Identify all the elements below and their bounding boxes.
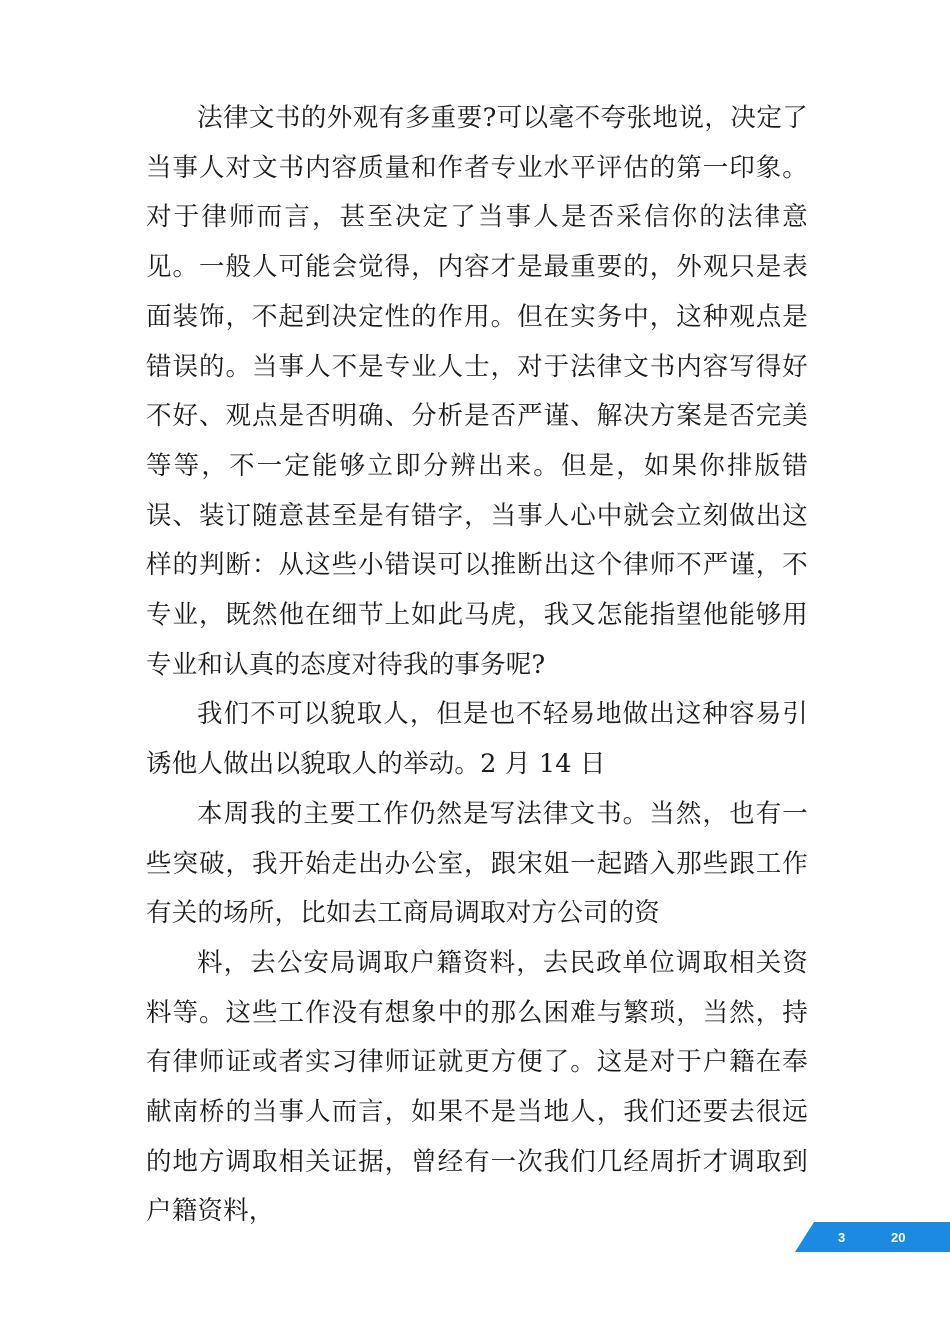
paragraph: 料，去公安局调取户籍资料，去民政单位调取相关资料等。这些工作没有想象中的那么困难与繁琐，当然，持有律师证或者实习律师证就更方便了。这是对于户籍在奉献南桥的当事人而言，如果不是当地人，我们还要去很远的地方调取相关证据，曾经有一次我们几经周折才调取到户籍资料， <box>146 947 808 1227</box>
page-footer-bar <box>0 1222 950 1252</box>
paragraph: 法律文书的外观有多重要?可以毫不夸张地说，决定了当事人对文书内容质量和作者专业水平评估的第一印象。对于律师而言，甚至决定了当事人是否采信你的法律意见。一般人可能会觉得，内容才是最重要的，外观只是表面装饰，不起到决定性的作用。但在实务中，这种观点是错误的。当事人不是专业人士，对于法律文书内容写得好不好、观点是否明确、分析是否严谨、解决方案是否完美等等，不一定能够立即分辨出来。但是，如果你排版错误、装订随意甚至是有错字，当事人心中就会立刻做出这样的判断：从这些小错误可以推断出这个律师不严谨，不专业，既然他在细节上如此马虎，我又怎能指望他能够用专业和认真的态度对待我的事务呢? <box>146 103 808 680</box>
document-body <box>146 94 808 1237</box>
paragraph: 我们不可以貌取人，但是也不轻易地做出这种容易引诱他人做出以貌取人的举动。2 月 14 日 <box>146 699 808 780</box>
page-number-current: 3 <box>838 1230 846 1245</box>
footer-accent-shape <box>0 1222 950 1252</box>
paragraph: 本周我的主要工作仍然是写法律文书。当然，也有一些突破，我开始走出办公室，跟宋姐一起踏入那些跟工作有关的场所，比如去工商局调取对方公司的资 <box>146 798 808 929</box>
page-number-total: 20 <box>891 1230 906 1245</box>
